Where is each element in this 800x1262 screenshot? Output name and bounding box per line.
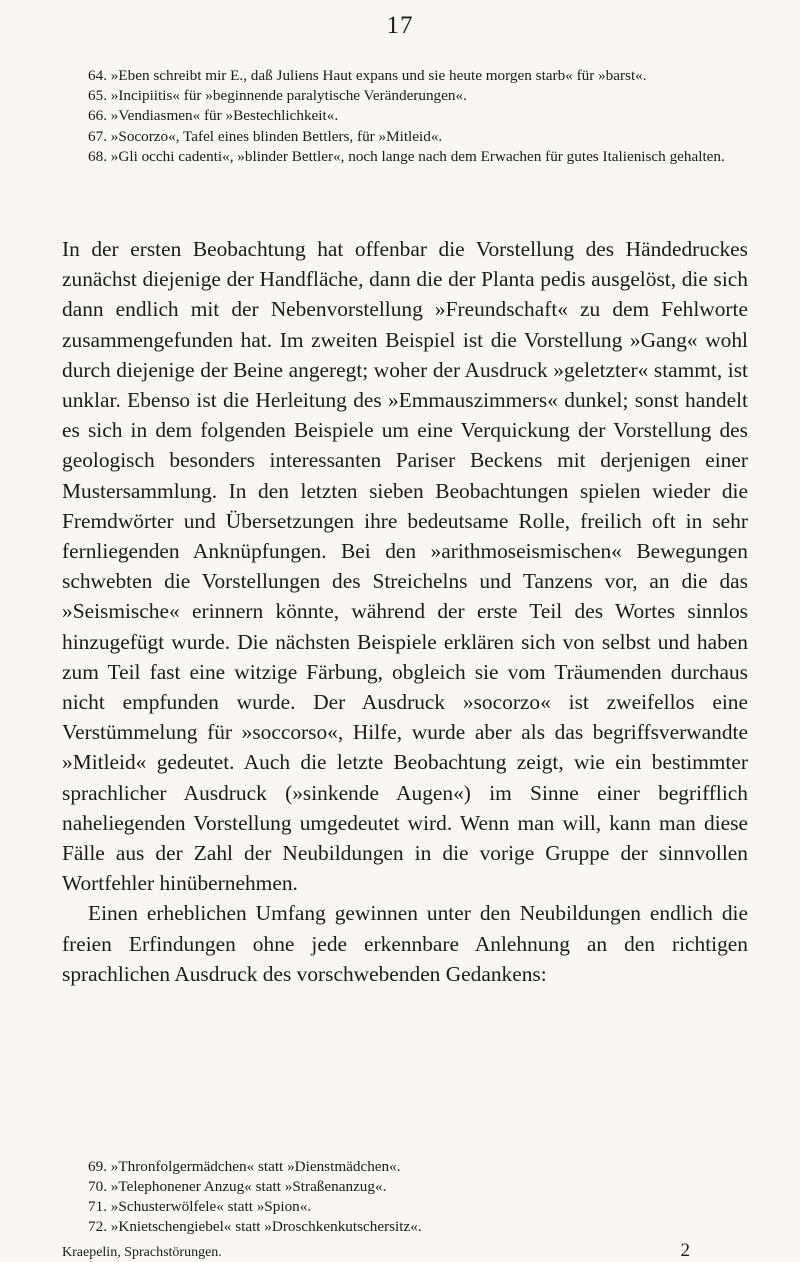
example-item: 70. »Telephonener Anzug« statt »Straßenanzug«. — [88, 1178, 387, 1195]
example-item: 72. »Knietschengiebel« statt »Droschkenkutschersitz«. — [88, 1218, 422, 1235]
paragraph: In der ersten Beobachtung hat offenbar die Vorstellung des Händedruckes zunächst diejenige der Handfläche, dann die der Planta pedis ausgelöst, die sich dann endlich mit der Nebenvorstellung »Freundschaft« zu dem Fehlworte zusammengefunden hat. Im zweiten Beispiel ist die Vorstellung »Gang« wohl durch diejenige der Beine angeregt; woher der Ausdruck »geletzter« stammt, ist unklar. Ebenso ist die Herleitung des »Emmauszimmers« dunkel; sonst handelt es sich in dem folgenden Beispiele um eine Verquickung der Vorstellung des geologisch besonders interessanten Pariser Beckens mit derjenigen einer Mustersammlung. In den letzten sieben Beobachtungen spielen wieder die Fremdwörter und Übersetzungen ihre bedeutsame Rolle, freilich oft in sehr fernliegenden Anknüpfungen. Bei den »arithmoseismischen« Bewegungen schwebten die Vorstellungen des Streichelns und Tanzens vor, an die das »Seismische« erinnern könnte, während der erste Teil des Wortes sinnlos hinzugefügt wurde. Die nächsten Beispiele erklären sich von selbst und haben zum Teil fast eine witzige Färbung, obgleich sie vom Träumenden durchaus nicht empfunden wurde. Der Ausdruck »socorzo« ist zweifellos eine Verstümmelung für »soccorso«, Hilfe, wurde aber als das begriffsverwandte »Mitleid« gedeutet. Auch die letzte Beobachtung zeigt, wie ein bestimmter sprachlicher Ausdruck (»sinkende Augen«) im Sinne einer begrifflich naheliegenden Vorstellung umgedeutet wird. Wenn man will, kann man diese Fälle aus der Zahl der Neubildungen in die vorige Gruppe der sinnvollen Wortfehler hinübernehmen. — [62, 237, 748, 896]
example-item: 66. »Vendiasmen« für »Bestechlichkeit«. — [88, 107, 339, 125]
examples-list-top — [62, 66, 748, 167]
example-item: 65. »Incipiitis« für »beginnende paralytische Veränderungen«. — [88, 87, 467, 105]
example-item: 68. »Gli occhi cadenti«, »blinder Bettler«, noch lange nach dem Erwachen für gutes Italienisch gehalten. — [88, 147, 725, 165]
example-item: 69. »Thronfolgermädchen« statt »Dienstmädchen«. — [88, 1158, 401, 1175]
page-number: 17 — [386, 12, 414, 39]
paragraph: Einen erheblichen Umfang gewinnen unter den Neubildungen endlich die freien Erfindungen ohne jede erkennbare Anlehnung an den richtigen sprachlichen Ausdruck des vorschwebenden Gedankens: — [62, 901, 748, 986]
signature-mark: 2 — [680, 1240, 690, 1261]
examples-list-bottom — [62, 1157, 748, 1237]
footer-author: Kraepelin, Sprachstörungen. — [62, 1245, 222, 1260]
example-item: 67. »Socorzo«, Tafel eines blinden Bettlers, für »Mitleid«. — [88, 127, 443, 145]
body-text — [62, 234, 748, 989]
example-item: 71. »Schusterwölfele« statt »Spion«. — [88, 1198, 312, 1215]
example-item: 64. »Eben schreibt mir E., daß Juliens Haut expans und sie heute morgen starb« für »barst«. — [88, 67, 647, 84]
page-footer — [62, 1240, 748, 1262]
